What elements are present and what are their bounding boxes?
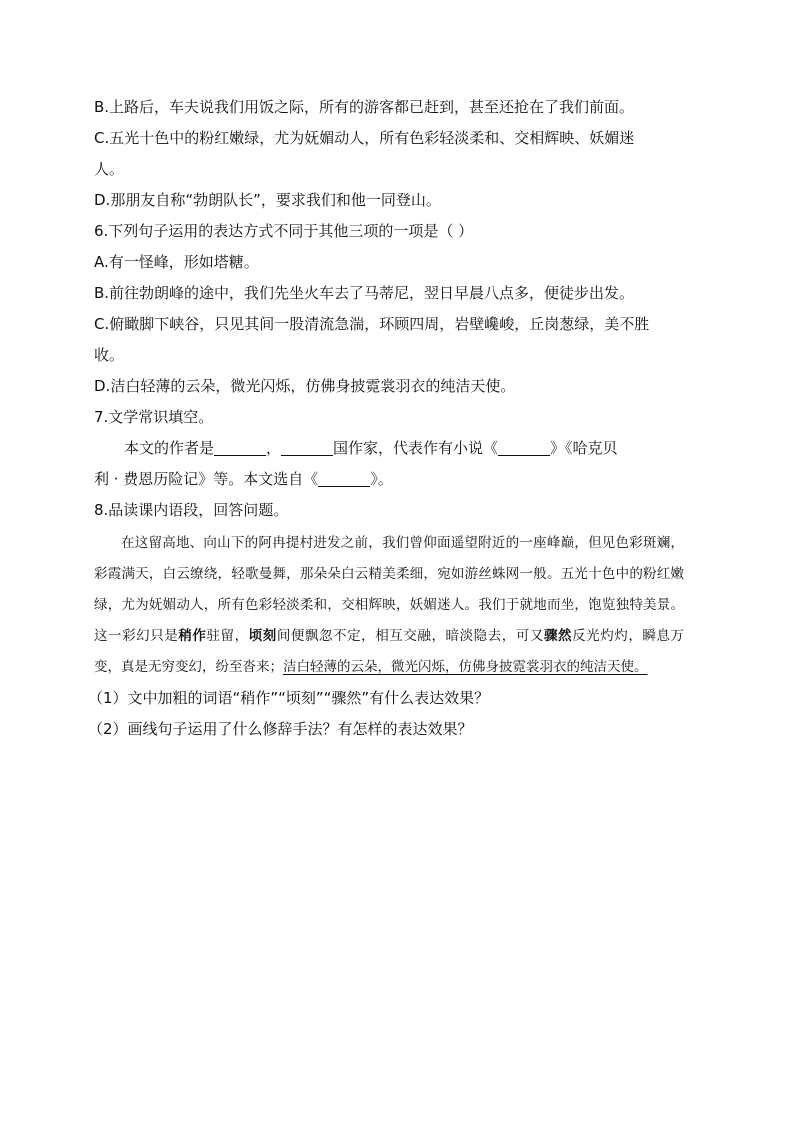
question-6-option-a: A.有一怪峰，形如塔糖。	[94, 253, 259, 271]
option-c-line: C.五光十色中的粉红嫩绿，尤为妩媚动人，所有色彩轻淡柔和、交相辉映、妖媚迷	[94, 129, 635, 147]
sub-question-2: （2）画线句子运用了什么修辞手法？有怎样的表达效果？	[88, 720, 473, 738]
document-content	[88, 92, 685, 745]
option-b-line: B.上路后，车夫说我们用饭之际，所有的游客都已赶到，甚至还抢在了我们前面。	[94, 98, 635, 116]
underlined-sentence: 洁白轻薄的云朵，微光闪烁，仿佛身披霓裳羽衣的纯洁天使。	[283, 659, 648, 675]
question-6-option-c-continuation: 收。	[94, 346, 125, 364]
blank-source[interactable]	[318, 470, 370, 487]
passage-text-d: 反光灼灼，瞬息万变，真是无穷变幻，纷至沓来；	[94, 628, 685, 675]
question-6-option-b: B.前往勃朗峰的途中，我们先坐火车去了马蒂尼，翌日早晨八点多，便徒步出发。	[94, 284, 635, 302]
passage-text-c: 间便飘忽不定，相互交融，暗淡隐去，可又	[276, 628, 544, 644]
question-7-fill-line-1	[94, 433, 684, 464]
q7-text-huck: 》《哈克贝	[550, 439, 618, 457]
blank-novel[interactable]	[498, 439, 550, 456]
passage-text-b: 驻留，	[206, 628, 249, 644]
q7-text-author: 本文的作者是	[124, 439, 215, 457]
question-6-stem: 6.下列句子运用的表达方式不同于其他三项的一项是（ ）	[94, 222, 474, 240]
option-d-line: D.那朋友自称“勃朗队长”，要求我们和他一同登山。	[94, 191, 441, 209]
q7-text-end: 》。	[370, 470, 393, 488]
q7-text-works: 国作家，代表作有小说《	[333, 439, 499, 457]
bold-word-zhouran: 骤然	[543, 628, 573, 644]
question-7-fill-line-2	[94, 464, 684, 495]
passage-text-a: 在这留高地、向山下的阿冉提村进发之前，我们曾仰面遥望附近的一座峰巅，但见色彩斑斓，彩霞满天，白云缭绕，轻歌曼舞，那朵朵白云精美柔细，宛如游丝蛛网一般。五光十色中的粉红嫩绿，尤为妩媚动人，所有色彩轻淡柔和，交相辉映，妖媚迷人。我们于就地而坐，饱览独特美景。这一彩幻只是	[94, 535, 684, 644]
question-6-option-c: C.俯瞰脚下峡谷，只见其间一股清流急湍，环顾四周，岩壁巉峻，丘岗葱绿，美不胜	[94, 315, 650, 333]
q7-text-source: 利 · 费恩历险记》等。本文选自《	[94, 470, 319, 488]
bold-word-qingke: 顷刻	[248, 628, 277, 644]
question-8-stem: 8.品读课内语段，回答问题。	[94, 501, 289, 519]
bold-word-shaozuo: 稍作	[178, 628, 207, 644]
q7-text-comma: ，	[266, 439, 282, 457]
blank-author[interactable]	[214, 439, 266, 456]
option-c-continuation: 人。	[94, 160, 125, 178]
sub-question-1: （1）文中加粗的词语“稍作”“顷刻”“骤然”有什么表达效果？	[88, 689, 490, 707]
question-7-stem: 7.文学常识填空。	[94, 408, 214, 426]
reading-passage	[94, 528, 684, 683]
question-6-option-d: D.洁白轻薄的云朵，微光闪烁，仿佛身披霓裳羽衣的纯洁天使。	[94, 377, 516, 395]
blank-country[interactable]	[281, 439, 333, 456]
